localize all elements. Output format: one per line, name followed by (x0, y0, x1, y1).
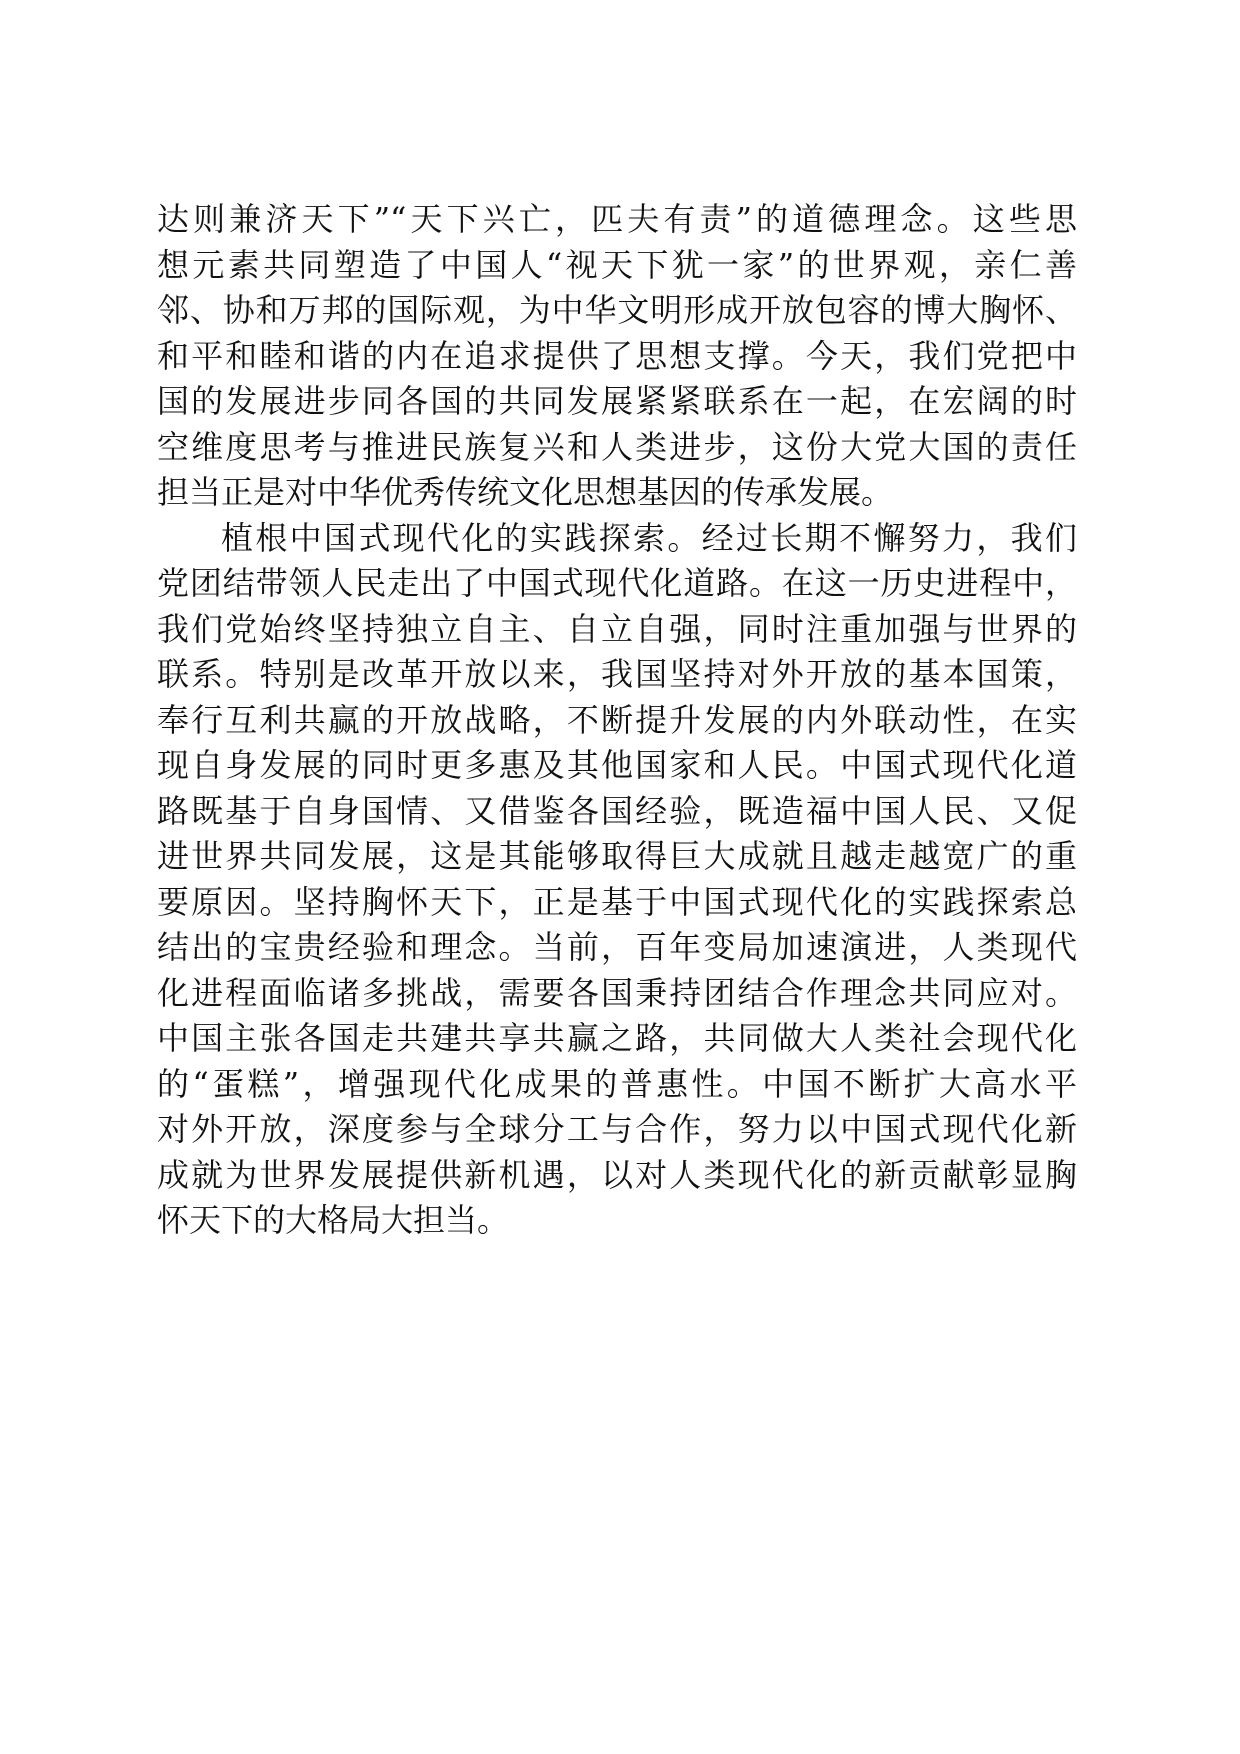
text-line: 成就为世界发展提供新机遇，以对人类现代化的新贡献彰显胸 (157, 1155, 1077, 1194)
body-text (157, 197, 1077, 1244)
text-line: 怀天下的大格局大担当。 (157, 1201, 510, 1239)
text-line: 党团结带领人民走出了中国式现代化道路。在这一历史进程中， (157, 564, 1077, 602)
text-line: 化进程面临诸多挑战，需要各国秉持团结合作理念共同应对。 (157, 973, 1077, 1012)
text-line: 对外开放，深度参与全球分工与合作，努力以中国式现代化新 (157, 1110, 1077, 1148)
text-line: 联系。特别是改革开放以来，我国坚持对外开放的基本国策， (157, 655, 1077, 693)
text-line: 国的发展进步同各国的共同发展紧紧联系在一起，在宏阔的时 (157, 382, 1077, 420)
text-line: 进世界共同发展，这是其能够取得巨大成就且越走越宽广的重 (157, 837, 1077, 875)
text-line: 担当正是对中华优秀传统文化思想基因的传承发展。 (157, 473, 894, 511)
text-line: 和平和睦和谐的内在追求提供了思想支撑。今天，我们党把中 (157, 336, 1077, 375)
text-line: 结出的宝贵经验和理念。当前，百年变局加速演进，人类现代 (157, 928, 1077, 966)
text-line: 想元素共同塑造了中国人“视天下犹一家”的世界观，亲仁善 (157, 245, 1077, 284)
text-line: 邻、协和万邦的国际观，为中华文明形成开放包容的博大胸怀、 (157, 291, 1077, 329)
paragraph-heading-line: 植根中国式现代化的实践探索。经过长期不懈努力，我们 (221, 518, 1077, 557)
text-line: 路既基于自身国情、又借鉴各国经验，既造福中国人民、又促 (157, 791, 1077, 830)
text-line: 现自身发展的同时更多惠及其他国家和人民。中国式现代化道 (157, 746, 1077, 784)
text-line: 的“蛋糕”，增强现代化成果的普惠性。中国不断扩大高水平 (157, 1064, 1077, 1103)
text-line: 达则兼济天下”“天下兴亡，匹夫有责”的道德理念。这些思 (157, 200, 1077, 238)
text-line: 中国主张各国走共建共享共赢之路，共同做大人类社会现代化 (157, 1019, 1077, 1057)
text-line: 空维度思考与推进民族复兴和人类进步，这份大党大国的责任 (157, 427, 1077, 466)
text-line: 我们党始终坚持独立自主、自立自强，同时注重加强与世界的 (157, 609, 1077, 648)
text-line: 奉行互利共赢的开放战略，不断提升发展的内外联动性，在实 (157, 700, 1077, 739)
text-line: 要原因。坚持胸怀天下，正是基于中国式现代化的实践探索总 (157, 882, 1077, 921)
